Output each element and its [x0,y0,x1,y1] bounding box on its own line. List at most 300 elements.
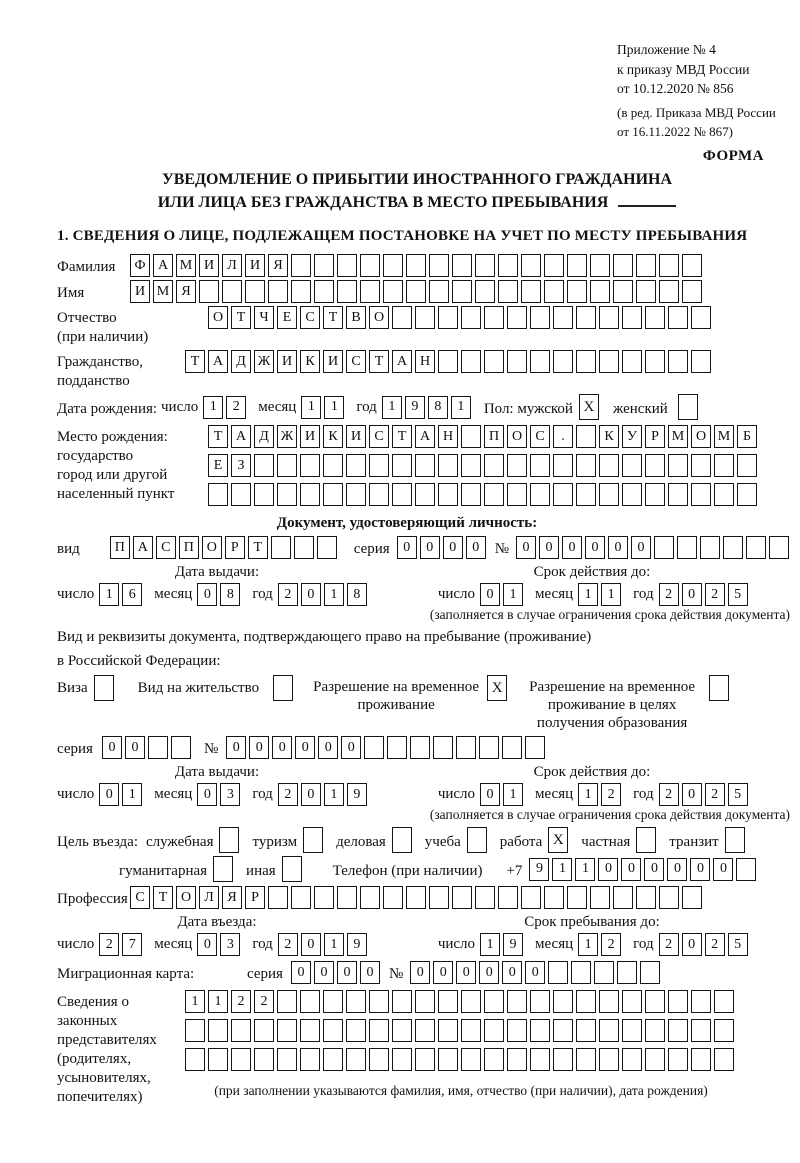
char-cell[interactable] [268,280,288,303]
char-cell[interactable] [599,454,619,477]
char-cell[interactable] [484,454,504,477]
char-cell[interactable]: 0 [713,858,733,881]
char-cell[interactable] [599,350,619,373]
char-cell[interactable]: 1 [185,990,205,1013]
char-cell[interactable]: П [110,536,130,559]
purpose-official-checkbox[interactable] [219,827,239,853]
char-cell[interactable]: 1 [503,783,523,806]
char-cell[interactable] [415,306,435,329]
char-cell[interactable]: 0 [516,536,536,559]
char-cell[interactable] [314,254,334,277]
char-cell[interactable] [553,306,573,329]
char-cell[interactable]: В [346,306,366,329]
char-cell[interactable] [645,990,665,1013]
char-cell[interactable]: 6 [122,583,142,606]
char-cell[interactable]: 0 [631,536,651,559]
char-cell[interactable] [406,254,426,277]
char-cell[interactable] [294,536,314,559]
char-cell[interactable]: 0 [301,933,321,956]
char-cell[interactable]: 0 [690,858,710,881]
char-cell[interactable]: 1 [324,583,344,606]
char-cell[interactable] [323,1019,343,1042]
char-cell[interactable] [507,350,527,373]
char-cell[interactable] [461,483,481,506]
char-cell[interactable]: Е [208,454,228,477]
char-cell[interactable]: Я [268,254,288,277]
char-cell[interactable] [438,350,458,373]
char-cell[interactable]: Д [231,350,251,373]
char-cell[interactable]: С [530,425,550,448]
char-cell[interactable] [498,254,518,277]
char-cell[interactable] [668,1048,688,1071]
char-cell[interactable] [521,886,541,909]
char-cell[interactable] [300,483,320,506]
char-cell[interactable] [567,254,587,277]
char-cell[interactable] [346,1019,366,1042]
char-cell[interactable]: 1 [324,783,344,806]
purpose-private-checkbox[interactable] [636,827,656,853]
char-cell[interactable] [369,1048,389,1071]
char-cell[interactable] [185,1048,205,1071]
char-cell[interactable] [507,483,527,506]
char-cell[interactable] [507,1048,527,1071]
char-cell[interactable] [479,736,499,759]
sex-male-checkbox[interactable]: X [579,394,599,420]
char-cell[interactable] [622,483,642,506]
char-cell[interactable] [507,1019,527,1042]
char-cell[interactable]: 1 [578,783,598,806]
char-cell[interactable]: 0 [682,933,702,956]
char-cell[interactable]: 7 [122,933,142,956]
char-cell[interactable] [415,483,435,506]
char-cell[interactable]: 1 [324,396,344,419]
char-cell[interactable] [521,254,541,277]
char-cell[interactable]: С [300,306,320,329]
char-cell[interactable] [438,483,458,506]
char-cell[interactable] [461,1019,481,1042]
char-cell[interactable] [337,280,357,303]
purpose-tourism-checkbox[interactable] [303,827,323,853]
char-cell[interactable]: 0 [301,783,321,806]
char-cell[interactable] [484,306,504,329]
char-cell[interactable]: 0 [667,858,687,881]
char-cell[interactable]: 9 [405,396,425,419]
char-cell[interactable]: С [369,425,389,448]
char-cell[interactable] [199,280,219,303]
char-cell[interactable]: К [323,425,343,448]
char-cell[interactable] [544,254,564,277]
char-cell[interactable] [392,1019,412,1042]
char-cell[interactable] [461,990,481,1013]
purpose-transit-checkbox[interactable] [725,827,745,853]
char-cell[interactable] [576,990,596,1013]
char-cell[interactable] [410,736,430,759]
char-cell[interactable]: Т [323,306,343,329]
char-cell[interactable]: З [231,454,251,477]
char-cell[interactable] [548,961,568,984]
char-cell[interactable] [475,886,495,909]
char-cell[interactable]: 2 [705,783,725,806]
char-cell[interactable] [360,280,380,303]
char-cell[interactable] [438,306,458,329]
char-cell[interactable]: 0 [397,536,417,559]
char-cell[interactable]: 2 [659,933,679,956]
char-cell[interactable]: Ф [130,254,150,277]
char-cell[interactable]: 0 [197,933,217,956]
char-cell[interactable] [323,1048,343,1071]
char-cell[interactable]: 2 [601,933,621,956]
char-cell[interactable]: И [300,425,320,448]
char-cell[interactable] [668,454,688,477]
char-cell[interactable] [415,1048,435,1071]
char-cell[interactable]: 9 [347,933,367,956]
char-cell[interactable]: 1 [301,396,321,419]
char-cell[interactable]: 0 [360,961,380,984]
char-cell[interactable]: 5 [728,933,748,956]
char-cell[interactable] [291,254,311,277]
char-cell[interactable]: А [231,425,251,448]
char-cell[interactable] [677,536,697,559]
char-cell[interactable] [668,1019,688,1042]
char-cell[interactable]: 0 [466,536,486,559]
char-cell[interactable] [645,306,665,329]
char-cell[interactable] [337,886,357,909]
char-cell[interactable]: Я [222,886,242,909]
char-cell[interactable] [498,886,518,909]
char-cell[interactable] [231,1048,251,1071]
char-cell[interactable]: М [668,425,688,448]
char-cell[interactable] [346,1048,366,1071]
char-cell[interactable]: 1 [208,990,228,1013]
char-cell[interactable] [613,280,633,303]
char-cell[interactable]: К [599,425,619,448]
char-cell[interactable] [682,280,702,303]
char-cell[interactable]: . [553,425,573,448]
char-cell[interactable]: Т [248,536,268,559]
char-cell[interactable]: 5 [728,783,748,806]
residence-permit-checkbox[interactable] [273,675,293,701]
char-cell[interactable] [590,280,610,303]
char-cell[interactable] [484,1019,504,1042]
char-cell[interactable]: 0 [644,858,664,881]
char-cell[interactable]: 8 [428,396,448,419]
char-cell[interactable] [392,454,412,477]
char-cell[interactable] [484,1048,504,1071]
char-cell[interactable] [691,454,711,477]
char-cell[interactable] [714,1019,734,1042]
char-cell[interactable]: К [300,350,320,373]
char-cell[interactable] [525,736,545,759]
char-cell[interactable] [392,306,412,329]
char-cell[interactable]: М [714,425,734,448]
char-cell[interactable] [530,1019,550,1042]
char-cell[interactable] [364,736,384,759]
char-cell[interactable] [461,350,481,373]
char-cell[interactable]: 9 [347,783,367,806]
char-cell[interactable]: Т [185,350,205,373]
char-cell[interactable]: П [179,536,199,559]
char-cell[interactable]: О [202,536,222,559]
char-cell[interactable]: Б [737,425,757,448]
char-cell[interactable] [622,454,642,477]
char-cell[interactable]: 2 [278,783,298,806]
char-cell[interactable] [622,306,642,329]
char-cell[interactable] [231,483,251,506]
char-cell[interactable] [576,1019,596,1042]
char-cell[interactable]: Н [415,350,435,373]
char-cell[interactable] [691,306,711,329]
char-cell[interactable] [507,306,527,329]
char-cell[interactable] [438,454,458,477]
char-cell[interactable] [553,990,573,1013]
char-cell[interactable] [645,483,665,506]
char-cell[interactable] [392,1048,412,1071]
char-cell[interactable] [691,483,711,506]
char-cell[interactable] [360,886,380,909]
char-cell[interactable] [645,1048,665,1071]
char-cell[interactable] [622,1048,642,1071]
char-cell[interactable] [659,254,679,277]
char-cell[interactable] [645,350,665,373]
char-cell[interactable] [369,483,389,506]
char-cell[interactable]: Л [222,254,242,277]
char-cell[interactable] [645,1019,665,1042]
char-cell[interactable]: 0 [539,536,559,559]
char-cell[interactable]: 0 [318,736,338,759]
char-cell[interactable] [433,736,453,759]
char-cell[interactable] [271,536,291,559]
char-cell[interactable] [268,886,288,909]
char-cell[interactable]: С [156,536,176,559]
char-cell[interactable] [323,990,343,1013]
char-cell[interactable] [507,454,527,477]
char-cell[interactable] [323,483,343,506]
char-cell[interactable]: Я [176,280,196,303]
char-cell[interactable] [208,1019,228,1042]
char-cell[interactable] [714,454,734,477]
char-cell[interactable]: 2 [705,933,725,956]
char-cell[interactable] [254,1019,274,1042]
char-cell[interactable] [415,1019,435,1042]
char-cell[interactable] [415,454,435,477]
char-cell[interactable]: 0 [682,583,702,606]
char-cell[interactable]: Т [231,306,251,329]
char-cell[interactable]: А [208,350,228,373]
char-cell[interactable] [475,280,495,303]
char-cell[interactable] [567,280,587,303]
char-cell[interactable] [277,990,297,1013]
char-cell[interactable] [645,454,665,477]
char-cell[interactable] [461,454,481,477]
char-cell[interactable] [553,1048,573,1071]
char-cell[interactable]: 1 [451,396,471,419]
char-cell[interactable]: 0 [420,536,440,559]
char-cell[interactable] [314,280,334,303]
char-cell[interactable]: 2 [278,583,298,606]
char-cell[interactable] [438,1019,458,1042]
char-cell[interactable] [406,886,426,909]
char-cell[interactable] [714,483,734,506]
char-cell[interactable]: П [484,425,504,448]
char-cell[interactable]: 0 [682,783,702,806]
char-cell[interactable]: 0 [608,536,628,559]
char-cell[interactable] [571,961,591,984]
char-cell[interactable] [530,990,550,1013]
char-cell[interactable] [383,280,403,303]
char-cell[interactable]: 0 [341,736,361,759]
char-cell[interactable]: 0 [502,961,522,984]
char-cell[interactable]: 0 [99,783,119,806]
char-cell[interactable] [654,536,674,559]
char-cell[interactable]: 0 [301,583,321,606]
char-cell[interactable] [521,280,541,303]
char-cell[interactable]: 8 [347,583,367,606]
char-cell[interactable]: И [199,254,219,277]
char-cell[interactable]: 1 [99,583,119,606]
char-cell[interactable] [691,1048,711,1071]
char-cell[interactable]: 1 [324,933,344,956]
char-cell[interactable] [300,1019,320,1042]
char-cell[interactable] [640,961,660,984]
char-cell[interactable] [613,886,633,909]
char-cell[interactable] [553,1019,573,1042]
char-cell[interactable] [617,961,637,984]
temp-residence-education-checkbox[interactable] [709,675,729,701]
char-cell[interactable] [208,483,228,506]
char-cell[interactable] [171,736,191,759]
char-cell[interactable]: Д [254,425,274,448]
char-cell[interactable] [300,454,320,477]
char-cell[interactable]: 0 [433,961,453,984]
char-cell[interactable]: И [277,350,297,373]
char-cell[interactable]: 0 [272,736,292,759]
char-cell[interactable] [429,886,449,909]
char-cell[interactable] [682,254,702,277]
char-cell[interactable] [668,990,688,1013]
char-cell[interactable]: С [346,350,366,373]
char-cell[interactable]: 2 [705,583,725,606]
char-cell[interactable] [461,1048,481,1071]
sex-female-checkbox[interactable] [678,394,698,420]
char-cell[interactable]: И [130,280,150,303]
char-cell[interactable]: Е [277,306,297,329]
char-cell[interactable] [613,254,633,277]
char-cell[interactable] [498,280,518,303]
char-cell[interactable] [222,280,242,303]
char-cell[interactable] [300,990,320,1013]
char-cell[interactable]: М [153,280,173,303]
char-cell[interactable] [714,990,734,1013]
char-cell[interactable]: 3 [220,933,240,956]
char-cell[interactable] [148,736,168,759]
char-cell[interactable] [452,280,472,303]
char-cell[interactable]: Т [369,350,389,373]
char-cell[interactable] [599,1048,619,1071]
char-cell[interactable]: 2 [601,783,621,806]
char-cell[interactable]: 1 [382,396,402,419]
char-cell[interactable] [185,1019,205,1042]
char-cell[interactable] [484,483,504,506]
char-cell[interactable] [530,483,550,506]
char-cell[interactable] [691,990,711,1013]
char-cell[interactable]: 0 [226,736,246,759]
char-cell[interactable]: 0 [480,783,500,806]
char-cell[interactable]: 1 [601,583,621,606]
char-cell[interactable]: 0 [249,736,269,759]
char-cell[interactable] [530,306,550,329]
char-cell[interactable] [346,454,366,477]
char-cell[interactable] [594,961,614,984]
char-cell[interactable]: 0 [562,536,582,559]
char-cell[interactable] [392,483,412,506]
char-cell[interactable] [553,350,573,373]
char-cell[interactable]: 0 [337,961,357,984]
char-cell[interactable]: И [245,254,265,277]
char-cell[interactable]: 0 [410,961,430,984]
char-cell[interactable] [369,1019,389,1042]
char-cell[interactable] [383,886,403,909]
char-cell[interactable] [208,1048,228,1071]
char-cell[interactable]: 2 [278,933,298,956]
char-cell[interactable]: 0 [480,583,500,606]
char-cell[interactable] [456,736,476,759]
char-cell[interactable]: Т [208,425,228,448]
char-cell[interactable] [553,454,573,477]
char-cell[interactable] [599,483,619,506]
char-cell[interactable] [337,254,357,277]
char-cell[interactable] [682,886,702,909]
char-cell[interactable]: 0 [443,536,463,559]
char-cell[interactable] [576,454,596,477]
char-cell[interactable]: 1 [552,858,572,881]
char-cell[interactable]: 2 [231,990,251,1013]
char-cell[interactable]: 1 [503,583,523,606]
char-cell[interactable]: 0 [456,961,476,984]
char-cell[interactable]: 9 [503,933,523,956]
char-cell[interactable] [691,350,711,373]
char-cell[interactable] [622,990,642,1013]
char-cell[interactable] [245,280,265,303]
char-cell[interactable] [429,254,449,277]
char-cell[interactable]: 0 [585,536,605,559]
char-cell[interactable]: А [415,425,435,448]
char-cell[interactable]: Ж [277,425,297,448]
char-cell[interactable] [590,254,610,277]
char-cell[interactable] [475,254,495,277]
char-cell[interactable] [636,886,656,909]
char-cell[interactable] [737,454,757,477]
char-cell[interactable]: А [133,536,153,559]
char-cell[interactable] [346,990,366,1013]
char-cell[interactable]: И [346,425,366,448]
char-cell[interactable] [668,350,688,373]
char-cell[interactable] [530,454,550,477]
purpose-business-checkbox[interactable] [392,827,412,853]
purpose-study-checkbox[interactable] [467,827,487,853]
char-cell[interactable]: 1 [203,396,223,419]
char-cell[interactable] [452,886,472,909]
char-cell[interactable]: 0 [102,736,122,759]
char-cell[interactable] [387,736,407,759]
char-cell[interactable] [599,1019,619,1042]
char-cell[interactable] [254,454,274,477]
char-cell[interactable] [502,736,522,759]
char-cell[interactable] [277,1019,297,1042]
char-cell[interactable] [277,454,297,477]
char-cell[interactable]: И [323,350,343,373]
char-cell[interactable] [323,454,343,477]
char-cell[interactable] [599,990,619,1013]
